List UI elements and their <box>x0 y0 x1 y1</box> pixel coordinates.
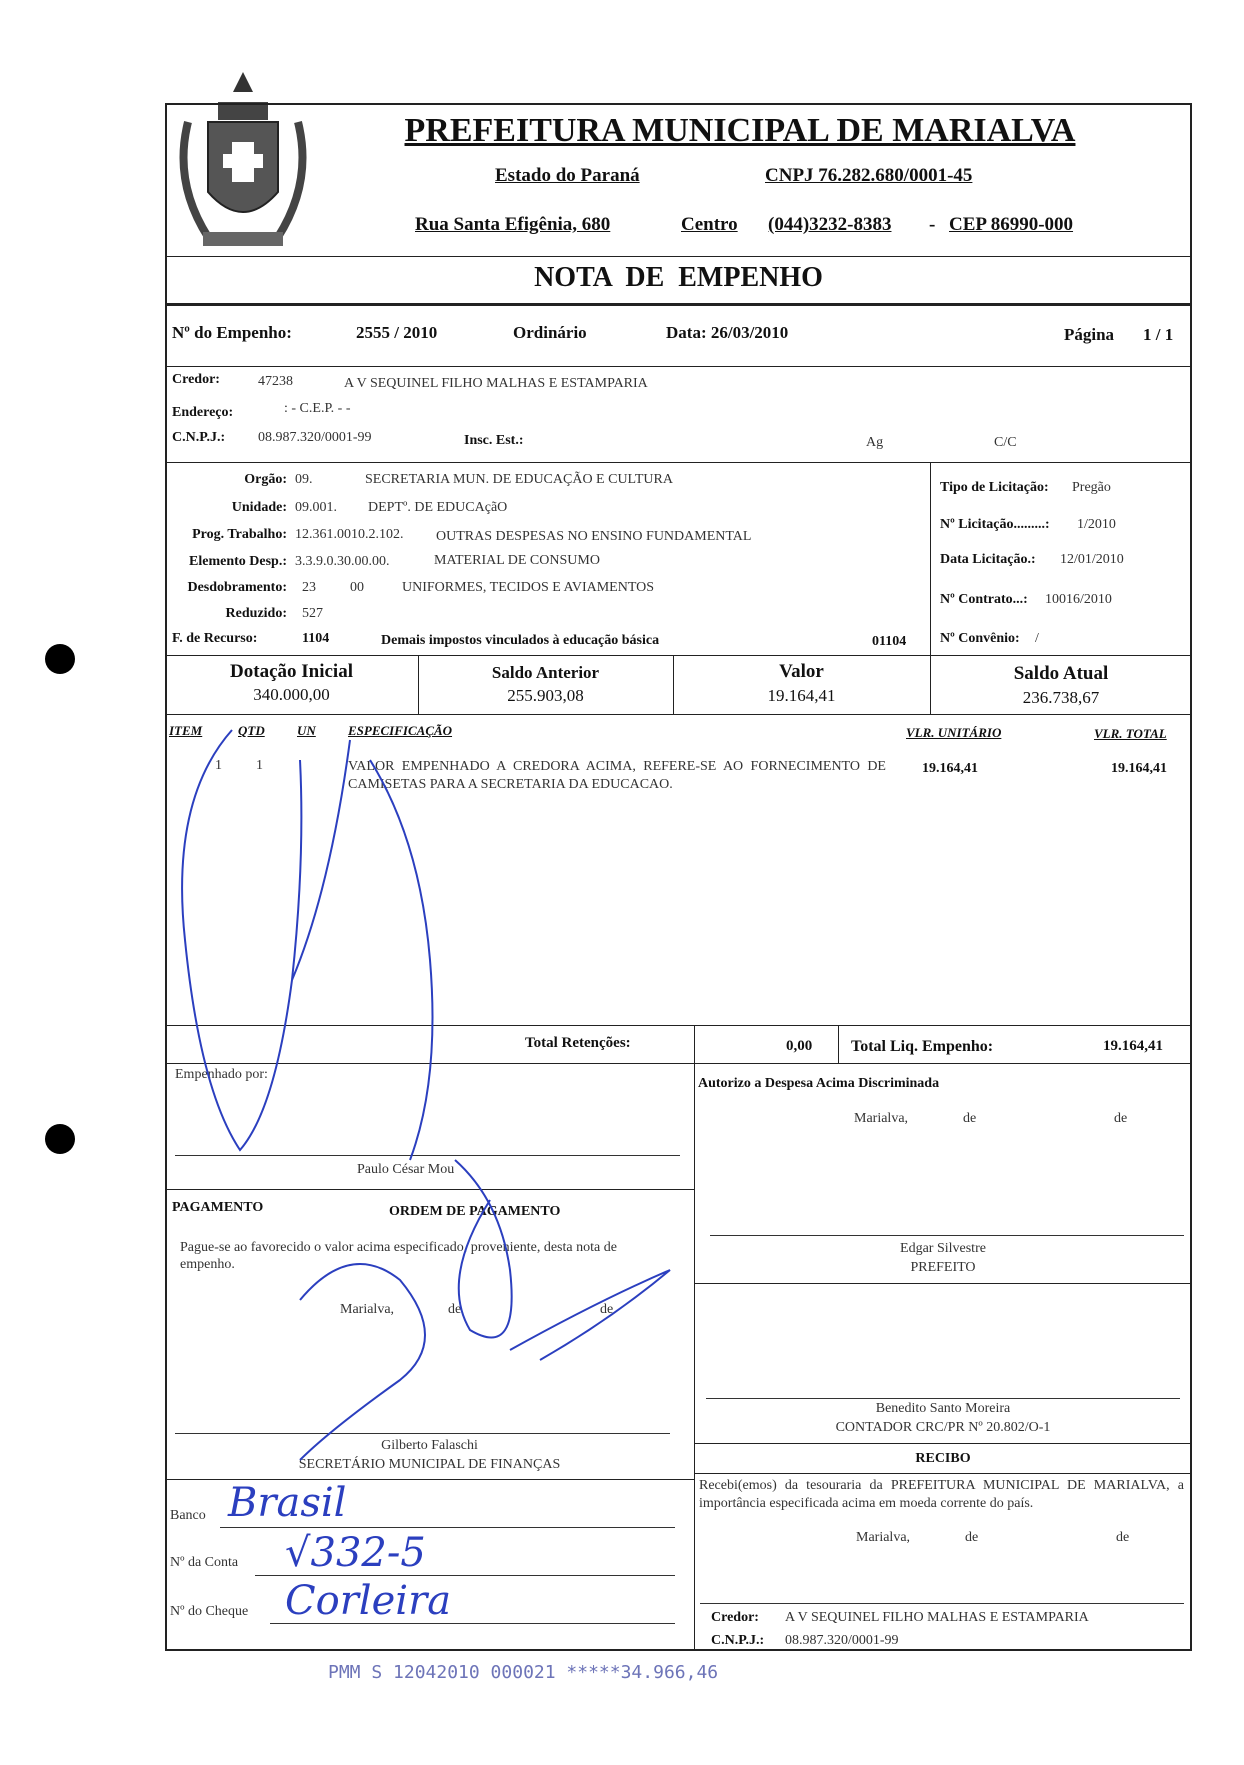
saldo-atual-value: 236.738,67 <box>1022 688 1100 707</box>
page-number: 1 / 1 <box>1143 325 1174 344</box>
empenho-label: Nº do Empenho: <box>172 323 292 342</box>
data-licitacao-value: 12/01/2010 <box>1060 552 1124 567</box>
data-licitacao-label: Data Licitação.: <box>940 552 1036 567</box>
recibo-cnpj-label: C.N.P.J.: <box>711 1633 765 1648</box>
header-phone: (044)3232-8383 <box>768 214 892 235</box>
recibo-credor-label: Credor: <box>711 1610 759 1625</box>
total-liq-value: 19.164,41 <box>1103 1038 1163 1054</box>
header-sep: - <box>929 214 936 235</box>
unidade-name: DEPTº. DE EDUCAçãO <box>368 500 508 515</box>
conta-handwritten: √332-5 <box>285 1530 426 1576</box>
total-liq-label: Total Liq. Empenho: <box>851 1038 994 1055</box>
payment-stamp: PMM S 12042010 000021 *****34.966,46 <box>328 1662 719 1683</box>
reduzido-label: Reduzido: <box>225 606 287 621</box>
empenhado-name: Paulo César Mou <box>357 1162 455 1177</box>
credor-cnpj: 08.987.320/0001-99 <box>258 430 372 445</box>
num-licitacao-label: Nº Licitação.........: <box>940 517 1050 532</box>
item-especificacao: VALOR EMPENHADO A CREDORA ACIMA, REFERE-SE AO FORNECIMENTO DE CAMISETAS PARA A SECRETARIA DA EDUCACAO. <box>348 759 886 792</box>
page-label: Página <box>1064 325 1115 344</box>
dotacao-inicial-value: 340.000,00 <box>253 685 330 704</box>
recibo-cnpj-value: 08.987.320/0001-99 <box>785 1633 899 1648</box>
header-address: Rua Santa Efigênia, 680 <box>415 214 611 235</box>
total-retencoes-label: Total Retenções: <box>525 1035 631 1051</box>
cheque-handwritten: Corleira <box>285 1578 452 1624</box>
orgao-label: Orgão: <box>244 472 287 487</box>
pagamento-de2: de <box>600 1302 614 1317</box>
col-qtd: QTD <box>238 723 265 738</box>
recibo-city: Marialva, <box>856 1530 911 1545</box>
pagamento-text: Pague-se ao favorecido o valor acima especificado, proveniente, desta nota de empenho. <box>180 1240 617 1272</box>
cc-label: C/C <box>994 435 1017 450</box>
banco-handwritten: Brasil <box>228 1480 347 1526</box>
convenio-label: Nº Convênio: <box>940 631 1020 646</box>
prefeito-role: PREFEITO <box>910 1260 976 1275</box>
autorizo-city: Marialva, <box>854 1111 909 1126</box>
contrato-label: Nº Contrato...: <box>940 592 1028 607</box>
empenho-date: Data: 26/03/2010 <box>666 323 789 342</box>
empenho-number: 2555 / 2010 <box>356 323 438 342</box>
pagamento-city: Marialva, <box>340 1302 395 1317</box>
orgao-name: SECRETARIA MUN. DE EDUCAÇÃO E CULTURA <box>365 472 673 487</box>
credor-label: Credor: <box>172 372 220 387</box>
recibo-de2: de <box>1116 1530 1130 1545</box>
conta-label: Nº da Conta <box>170 1555 239 1570</box>
desdobramento-name: UNIFORMES, TECIDOS E AVIAMENTOS <box>402 580 655 595</box>
credor-code: 47238 <box>258 374 293 389</box>
recurso-code2: 01104 <box>872 634 907 649</box>
elemento-label: Elemento Desp.: <box>189 554 287 569</box>
autorizo-de1: de <box>963 1111 977 1126</box>
item-qtd: 1 <box>256 758 263 773</box>
banco-label: Banco <box>170 1508 206 1523</box>
empenhado-label: Empenhado por: <box>175 1067 268 1082</box>
ag-label: Ag <box>866 435 884 450</box>
item-vlr-unitario: 19.164,41 <box>922 761 978 776</box>
recibo-text: Recebi(emos) da tesouraria da PREFEITURA MUNICIPAL DE MARIALVA, a importância especificada acima em moeda corrente do país. <box>699 1478 1184 1511</box>
num-licitacao-value: 1/2010 <box>1077 517 1116 532</box>
cnpj-label: C.N.P.J.: <box>172 430 226 445</box>
contrato-value: 10016/2010 <box>1045 592 1112 607</box>
insc-label: Insc. Est.: <box>464 433 524 448</box>
state-name: Estado do Paraná <box>495 165 640 186</box>
valor-value: 19.164,41 <box>767 686 836 705</box>
convenio-value: / <box>1035 631 1039 646</box>
saldo-atual-label: Saldo Atual <box>1013 663 1109 684</box>
recibo-credor-value: A V SEQUINEL FILHO MALHAS E ESTAMPARIA <box>785 1610 1089 1625</box>
elemento-code: 3.3.9.0.30.00.00. <box>295 554 390 569</box>
secretario-name: Gilberto Falaschi <box>381 1438 478 1453</box>
recurso-name: Demais impostos vinculados à educação básica <box>381 633 660 648</box>
unidade-code: 09.001. <box>295 500 337 515</box>
prog-code: 12.361.0010.2.102. <box>295 527 404 542</box>
unidade-label: Unidade: <box>231 500 287 515</box>
col-un: UN <box>297 723 316 738</box>
recibo-de1: de <box>965 1530 979 1545</box>
contador-name: Benedito Santo Moreira <box>875 1401 1011 1416</box>
page-title: PREFEITURA MUNICIPAL DE MARIALVA <box>404 112 1076 149</box>
prog-name: OUTRAS DESPESAS NO ENSINO FUNDAMENTAL <box>436 529 752 544</box>
col-especificacao: ESPECIFICAÇÃO <box>348 723 453 738</box>
autorizo-de2: de <box>1114 1111 1128 1126</box>
recurso-label: F. de Recurso: <box>172 631 258 646</box>
pagamento-label: PAGAMENTO <box>172 1200 264 1215</box>
header-cnpj: CNPJ 76.282.680/0001-45 <box>765 165 973 186</box>
recibo-label: RECIBO <box>915 1451 971 1466</box>
document-title: NOTA DE EMPENHO <box>534 262 823 293</box>
secretario-role: SECRETÁRIO MUNICIPAL DE FINANÇAS <box>298 1457 561 1472</box>
endereco-value: : - C.E.P. - - <box>284 401 351 416</box>
endereco-label: Endereço: <box>172 405 234 420</box>
ordem-pagamento-label: ORDEM DE PAGAMENTO <box>389 1204 561 1219</box>
saldo-anterior-value: 255.903,08 <box>507 686 584 705</box>
elemento-name: MATERIAL DE CONSUMO <box>434 553 600 568</box>
total-retencoes-value: 0,00 <box>786 1038 813 1054</box>
prefeito-name: Edgar Silvestre <box>900 1241 986 1256</box>
saldo-anterior-label: Saldo Anterior <box>491 663 600 682</box>
col-item: ITEM <box>169 723 203 738</box>
prog-label: Prog. Trabalho: <box>192 527 287 542</box>
valor-label: Valor <box>779 661 824 682</box>
desdobramento-code1: 23 <box>302 580 316 595</box>
contador-role: CONTADOR CRC/PR Nº 20.802/O-1 <box>835 1420 1051 1435</box>
item-vlr-total: 19.164,41 <box>1111 761 1167 776</box>
dotacao-inicial-label: Dotação Inicial <box>230 661 353 682</box>
orgao-code: 09. <box>295 472 313 487</box>
cheque-label: Nº do Cheque <box>170 1604 249 1619</box>
credor-name: A V SEQUINEL FILHO MALHAS E ESTAMPARIA <box>344 376 648 391</box>
desdobramento-code2: 00 <box>350 580 364 595</box>
header-cep: CEP 86990-000 <box>949 214 1074 235</box>
empenho-type: Ordinário <box>513 323 587 342</box>
tipo-licitacao-label: Tipo de Licitação: <box>940 480 1049 495</box>
recurso-code: 1104 <box>302 631 330 646</box>
col-vlr-unitario: VLR. UNITÁRIO <box>906 725 1002 740</box>
pagamento-de1: de <box>448 1302 462 1317</box>
reduzido-code: 527 <box>302 606 323 621</box>
desdobramento-label: Desdobramento: <box>187 580 287 595</box>
header-district: Centro <box>681 214 738 235</box>
tipo-licitacao-value: Pregão <box>1072 480 1111 495</box>
item-number: 1 <box>215 758 222 773</box>
col-vlr-total: VLR. TOTAL <box>1094 726 1167 741</box>
autorizo-label: Autorizo a Despesa Acima Discriminada <box>698 1076 940 1091</box>
